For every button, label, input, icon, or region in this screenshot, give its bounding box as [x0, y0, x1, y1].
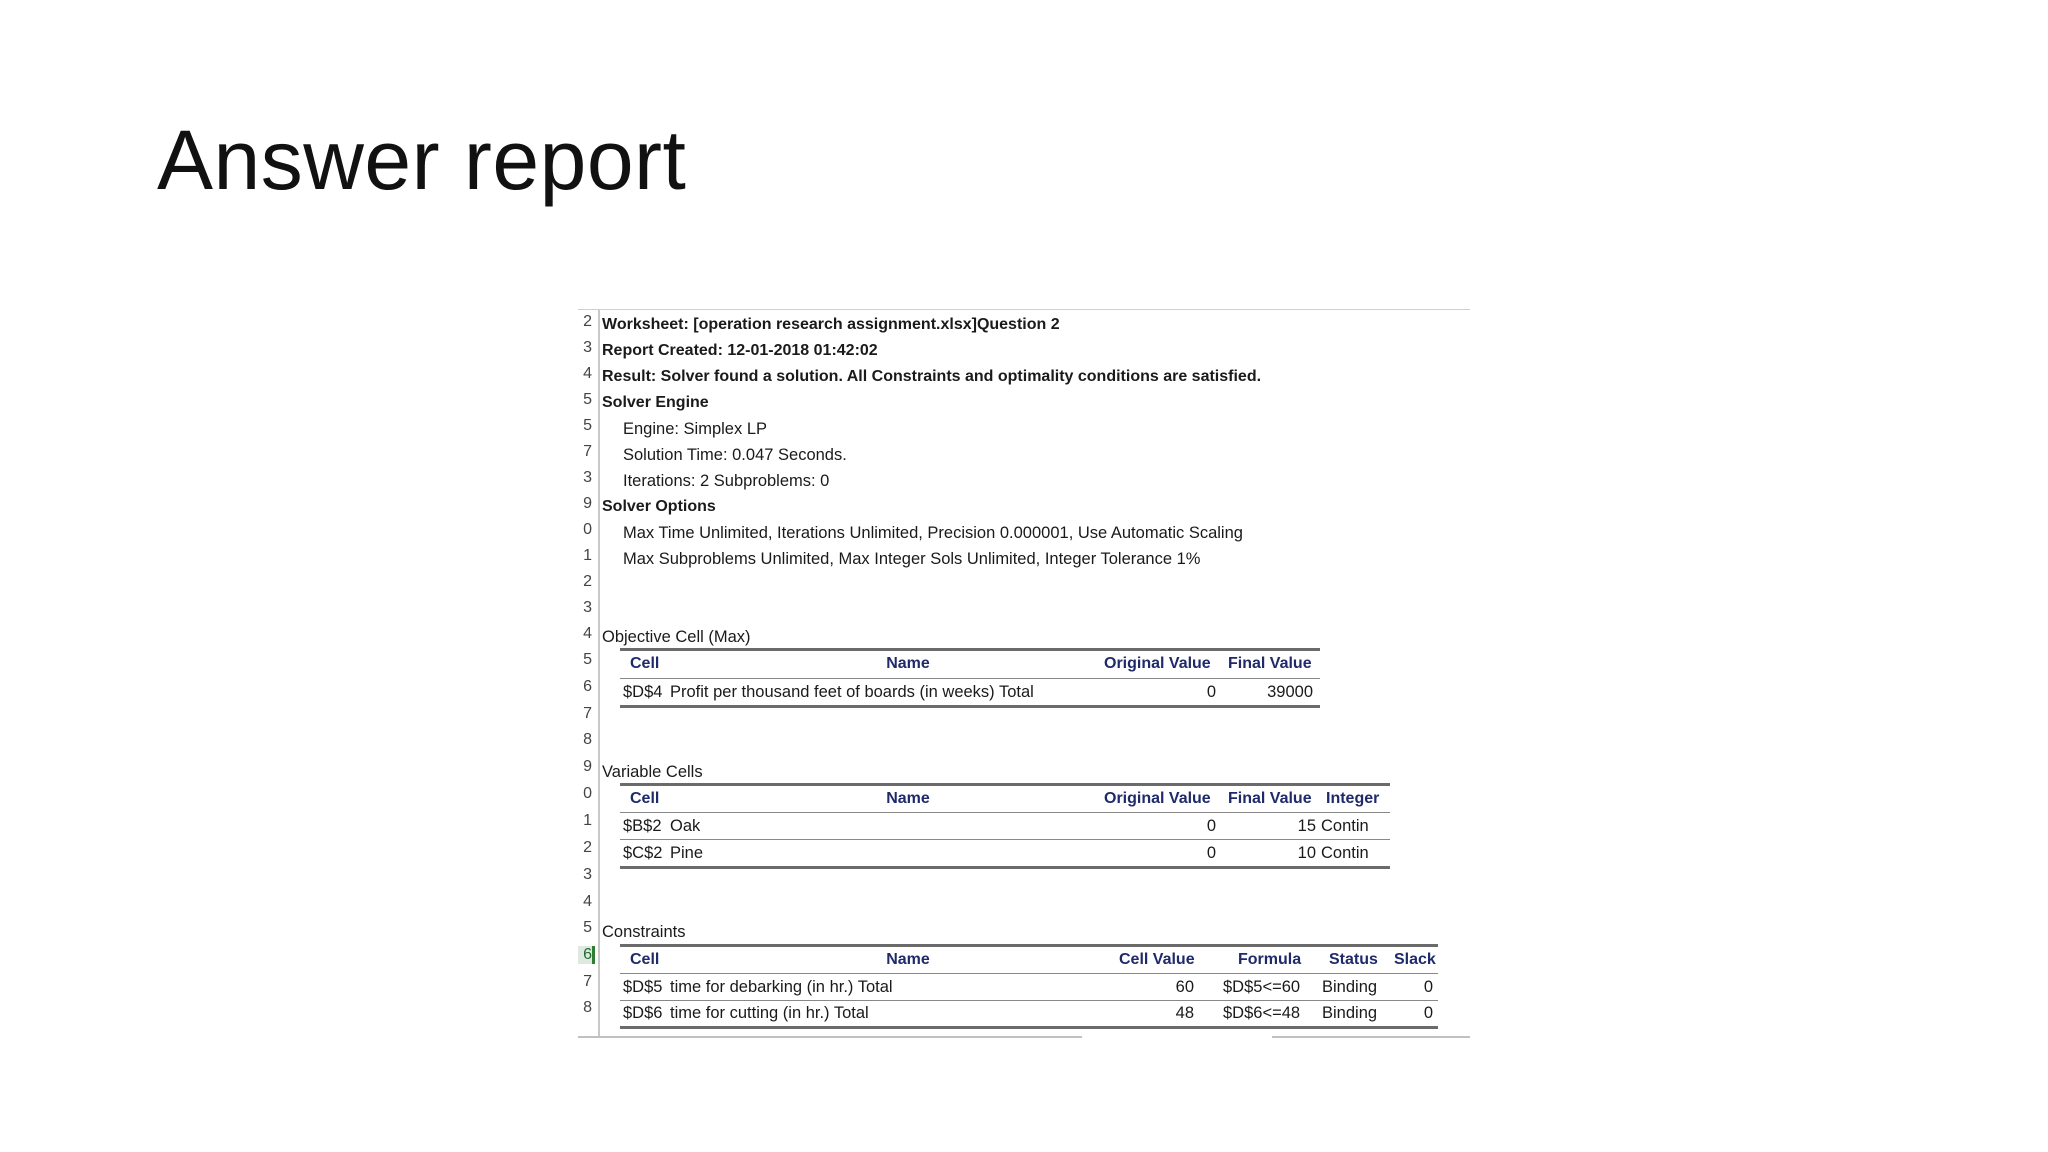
constraint-formula: $D$6<=48	[1223, 1004, 1301, 1022]
table-rule	[620, 705, 1320, 708]
variable-name: Oak	[670, 817, 701, 835]
slide-title: Answer report	[157, 113, 687, 207]
solver-answer-report	[578, 309, 1470, 1038]
variable-integer: Contin	[1321, 844, 1369, 862]
row-number: 0	[583, 785, 592, 802]
row-number: 5	[583, 417, 592, 434]
row-number: 3	[583, 599, 592, 616]
objective-original-value: 0	[1206, 683, 1216, 701]
row-number: 7	[583, 705, 592, 722]
row-number: 8	[583, 731, 592, 748]
sheet-bottom-border	[578, 1036, 1082, 1038]
row-number: 9	[583, 495, 592, 512]
solution-time-line: Solution Time: 0.047 Seconds.	[623, 446, 847, 464]
row-number: 7	[583, 973, 592, 990]
row-number: 2	[583, 313, 592, 330]
constraint-cell-value: 48	[1175, 1004, 1194, 1022]
objective-cell-ref: $D$4	[623, 683, 663, 701]
variable-cell-ref: $C$2	[623, 844, 663, 862]
column-header-name: Name	[886, 790, 930, 807]
column-header-status: Status	[1329, 951, 1378, 968]
objective-section-label: Objective Cell (Max)	[602, 628, 751, 646]
variable-integer: Contin	[1321, 817, 1369, 835]
column-header-original-value: Original Value	[1104, 790, 1211, 807]
table-rule	[620, 1026, 1438, 1029]
row-number: 1	[583, 547, 592, 564]
row-number: 2	[583, 573, 592, 590]
objective-name: Profit per thousand feet of boards (in weeks) Total	[670, 683, 1034, 701]
row-number: 5	[583, 391, 592, 408]
column-header-cell: Cell	[630, 655, 660, 672]
options-line-2: Max Subproblems Unlimited, Max Integer Sols Unlimited, Integer Tolerance 1%	[623, 550, 1201, 568]
objective-final-value: 39000	[1267, 683, 1313, 701]
column-header-final-value: Final Value	[1228, 790, 1312, 807]
worksheet-line: Worksheet: [operation research assignment.xlsx]Question 2	[602, 316, 1060, 333]
row-number-active[interactable]: 6	[578, 946, 595, 964]
row-number: 0	[583, 521, 592, 538]
constraint-name: time for cutting (in hr.) Total	[670, 1004, 869, 1022]
sheet-bottom-border	[1272, 1036, 1470, 1038]
column-header-cell: Cell	[630, 951, 660, 968]
solver-engine-heading: Solver Engine	[602, 394, 709, 411]
row-number: 2	[583, 839, 592, 856]
row-number: 6	[583, 678, 592, 695]
variable-name: Pine	[670, 844, 704, 862]
iterations-line: Iterations: 2 Subproblems: 0	[623, 472, 830, 490]
constraint-cell-ref: $D$6	[623, 1004, 663, 1022]
column-header-cell: Cell	[630, 790, 660, 807]
constraint-slack: 0	[1423, 978, 1433, 996]
row-number-column	[578, 310, 600, 1038]
row-number: 4	[583, 893, 592, 910]
row-number: 8	[583, 999, 592, 1016]
engine-line: Engine: Simplex LP	[623, 420, 767, 438]
column-header-original-value: Original Value	[1104, 655, 1211, 672]
solver-options-heading: Solver Options	[602, 498, 716, 515]
row-number: 7	[583, 443, 592, 460]
options-line-1: Max Time Unlimited, Iterations Unlimited, Precision 0.000001, Use Automatic Scaling	[623, 524, 1243, 542]
column-header-name: Name	[886, 655, 930, 672]
row-number: 5	[583, 651, 592, 668]
column-header-name: Name	[886, 951, 930, 968]
variables-section-label: Variable Cells	[602, 763, 703, 781]
constraint-cell-ref: $D$5	[623, 978, 663, 996]
constraint-formula: $D$5<=60	[1223, 978, 1301, 996]
variable-final-value: 15	[1297, 817, 1316, 835]
constraint-cell-value: 60	[1175, 978, 1194, 996]
column-header-cell-value: Cell Value	[1119, 951, 1195, 968]
constraint-name: time for debarking (in hr.) Total	[670, 978, 893, 996]
column-header-final-value: Final Value	[1228, 655, 1312, 672]
row-number: 3	[583, 339, 592, 356]
constraint-status: Binding	[1322, 978, 1378, 996]
table-rule	[620, 866, 1390, 869]
constraints-section-label: Constraints	[602, 923, 686, 941]
row-number: 1	[583, 812, 592, 829]
variable-original-value: 0	[1206, 817, 1216, 835]
row-number: 4	[583, 625, 592, 642]
column-header-slack: Slack	[1394, 951, 1436, 968]
row-number: 9	[583, 758, 592, 775]
variable-original-value: 0	[1206, 844, 1216, 862]
report-created-line: Report Created: 12-01-2018 01:42:02	[602, 342, 878, 359]
column-header-integer: Integer	[1326, 790, 1380, 807]
row-number: 3	[583, 469, 592, 486]
variable-cell-ref: $B$2	[623, 817, 662, 835]
column-header-formula: Formula	[1238, 951, 1302, 968]
result-line: Result: Solver found a solution. All Constraints and optimality conditions are satisfied.	[602, 368, 1262, 385]
row-number: 3	[583, 866, 592, 883]
variable-final-value: 10	[1297, 844, 1316, 862]
row-number: 4	[583, 365, 592, 382]
constraint-status: Binding	[1322, 1004, 1378, 1022]
row-number: 5	[583, 919, 592, 936]
constraint-slack: 0	[1423, 1004, 1433, 1022]
